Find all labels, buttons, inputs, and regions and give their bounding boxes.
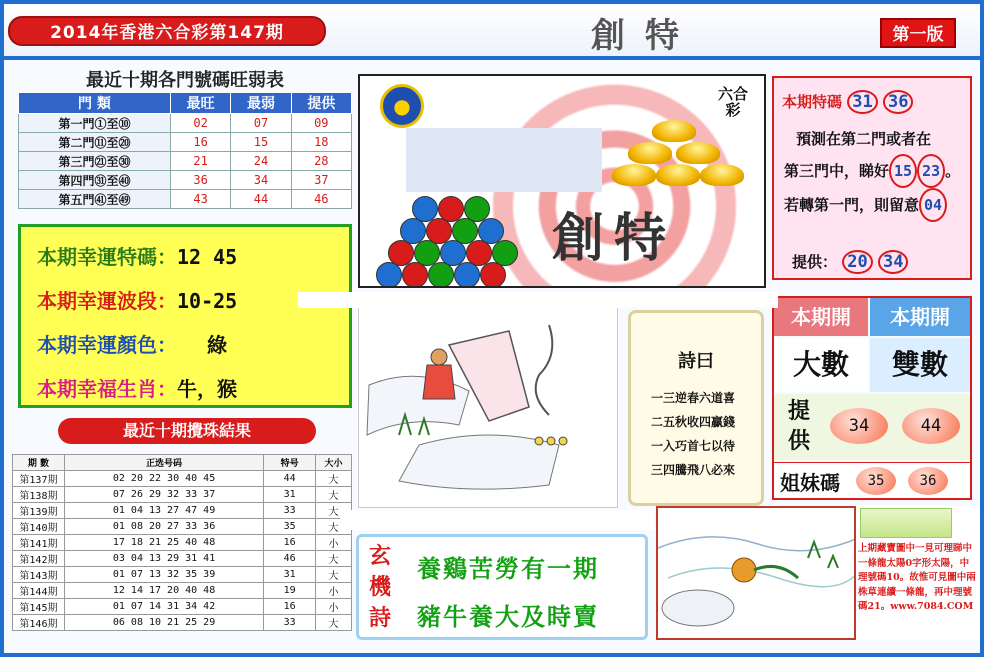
poem-scroll bbox=[628, 310, 764, 506]
lucky-box bbox=[18, 224, 352, 408]
poem-line: 一三逆春六道喜 bbox=[651, 391, 736, 405]
lucky-wave-label: 本期幸運波段： bbox=[37, 289, 177, 313]
prediction-text-span: 若轉第一門，則留意 bbox=[784, 196, 920, 214]
provided-row bbox=[792, 250, 908, 274]
results-table bbox=[12, 454, 352, 631]
offer-value: 18 bbox=[291, 133, 351, 152]
period-cell: 第144期 bbox=[13, 583, 65, 599]
mystery-label: 玄機詩 bbox=[369, 543, 392, 631]
numbers-cell: 01 04 13 27 47 49 bbox=[64, 503, 263, 519]
sister-number: 36 bbox=[908, 467, 948, 495]
lottery-ball-icon bbox=[480, 262, 506, 288]
lucky-wave-row bbox=[37, 285, 237, 314]
provided-label: 提供： bbox=[792, 253, 838, 271]
hot-value: 02 bbox=[170, 114, 230, 133]
cold-value: 15 bbox=[231, 133, 291, 152]
table-row bbox=[13, 551, 352, 567]
special-cell: 31 bbox=[264, 567, 316, 583]
provide-number: 34 bbox=[830, 408, 888, 444]
table-row bbox=[13, 567, 352, 583]
special-cell: 33 bbox=[264, 615, 316, 631]
lottery-ball-icon bbox=[402, 262, 428, 288]
table-row bbox=[19, 133, 352, 152]
blank-strip bbox=[340, 510, 654, 530]
size-cell: 大 bbox=[316, 551, 352, 567]
door-table-title: 最近十期各門號碼旺弱表 bbox=[86, 70, 284, 91]
size-cell: 小 bbox=[316, 535, 352, 551]
period-cell: 第139期 bbox=[13, 503, 65, 519]
period-cell: 第146期 bbox=[13, 615, 65, 631]
prediction-text-span: 第三門中，睇好 bbox=[784, 162, 890, 180]
poem-title: 詩曰 bbox=[678, 351, 714, 372]
table-row bbox=[13, 519, 352, 535]
gold-ingot-icon bbox=[700, 164, 744, 186]
lucky-wave-value: 10-25 bbox=[177, 289, 238, 313]
special-cell: 19 bbox=[264, 583, 316, 599]
special-cell: 33 bbox=[264, 503, 316, 519]
coin-logo-icon: ● bbox=[380, 84, 424, 128]
prediction-text-span: 。 bbox=[945, 162, 961, 180]
provide-number: 44 bbox=[902, 408, 960, 444]
lucky-zodiac-value: 牛，猴 bbox=[177, 377, 237, 401]
table-row bbox=[13, 583, 352, 599]
lucky-color-row bbox=[37, 329, 227, 358]
door-label: 第五門㊶至㊾ bbox=[19, 190, 171, 209]
period-cell: 第143期 bbox=[13, 567, 65, 583]
prediction-line bbox=[784, 188, 968, 222]
hot-value: 36 bbox=[170, 171, 230, 190]
hot-value: 16 bbox=[170, 133, 230, 152]
special-picture bbox=[358, 74, 766, 288]
table-row bbox=[13, 535, 352, 551]
note-text: 上期藏寶圖中一見可理睇中一條龍太陽0字形太陽，中理號碼10。故惟可見圖中兩株草連續一條龍，再中理號碼21。www.7084.COM bbox=[858, 543, 976, 612]
size-cell: 大 bbox=[316, 567, 352, 583]
size-cell: 大 bbox=[316, 519, 352, 535]
prediction-line: 預測在第二門或者在 bbox=[796, 130, 932, 148]
offer-value: 09 bbox=[291, 114, 351, 133]
special-number-row bbox=[782, 90, 913, 114]
sister-row bbox=[774, 462, 970, 498]
table-row bbox=[19, 171, 352, 190]
provided-number: 34 bbox=[878, 250, 908, 274]
gold-ingot-icon bbox=[612, 164, 656, 186]
numbers-cell: 17 18 21 25 40 48 bbox=[64, 535, 263, 551]
special-label: 本期特碼 bbox=[782, 93, 843, 111]
special-cell: 31 bbox=[264, 487, 316, 503]
numbers-cell: 01 07 13 32 35 39 bbox=[64, 567, 263, 583]
door-label: 第三門㉑至㉚ bbox=[19, 152, 171, 171]
header-divider bbox=[4, 56, 980, 60]
lottery-ball-icon bbox=[428, 262, 454, 288]
lucky-special-row bbox=[37, 241, 237, 270]
special-prediction-box bbox=[772, 76, 972, 280]
gold-ingot-icon bbox=[652, 120, 696, 142]
picture-title: 創特 bbox=[552, 208, 677, 269]
sister-label: 姐妹碼 bbox=[780, 471, 840, 495]
cartoon-illustration bbox=[359, 295, 618, 508]
even-number-label: 雙數 bbox=[870, 338, 970, 392]
numbers-cell: 01 07 14 31 34 42 bbox=[64, 599, 263, 615]
numbers-col-header: 正选号码 bbox=[64, 455, 263, 471]
period-cell: 第138期 bbox=[13, 487, 65, 503]
special-cell: 35 bbox=[264, 519, 316, 535]
poem-line: 一入巧首七以待 bbox=[651, 439, 736, 453]
mystery-poem-box bbox=[356, 534, 648, 640]
cold-value: 07 bbox=[231, 114, 291, 133]
size-col-header: 大小 bbox=[316, 455, 352, 471]
size-cell: 大 bbox=[316, 615, 352, 631]
hot-value: 21 bbox=[170, 152, 230, 171]
size-cell: 小 bbox=[316, 583, 352, 599]
cold-value: 34 bbox=[231, 171, 291, 190]
lottery-balls bbox=[360, 76, 500, 288]
offer-value: 37 bbox=[291, 171, 351, 190]
special-cell: 16 bbox=[264, 535, 316, 551]
sister-number: 35 bbox=[856, 467, 896, 495]
hot-col-header: 最旺 bbox=[170, 93, 230, 114]
table-row bbox=[19, 152, 352, 171]
prediction-number: 04 bbox=[919, 188, 947, 222]
door-label: 第一門①至⑩ bbox=[19, 114, 171, 133]
special-col-header: 特号 bbox=[264, 455, 316, 471]
dragon-illustration bbox=[658, 508, 856, 640]
period-col-header: 期 數 bbox=[13, 455, 65, 471]
dragon-picture bbox=[656, 506, 856, 640]
size-cell: 小 bbox=[316, 599, 352, 615]
edition-badge: 第一版 bbox=[880, 18, 956, 48]
offer-value: 28 bbox=[291, 152, 351, 171]
door-table bbox=[18, 92, 352, 209]
period-cell: 第142期 bbox=[13, 551, 65, 567]
numbers-cell: 02 20 22 30 40 45 bbox=[64, 471, 263, 487]
lucky-special-value: 12 45 bbox=[177, 245, 238, 269]
lucky-zodiac-label: 本期幸福生肖： bbox=[37, 377, 177, 401]
numbers-cell: 12 14 17 20 40 48 bbox=[64, 583, 263, 599]
period-cell: 第140期 bbox=[13, 519, 65, 535]
table-row bbox=[13, 599, 352, 615]
prediction-line bbox=[784, 154, 968, 188]
lottery-ball-icon bbox=[454, 262, 480, 288]
provided-number: 20 bbox=[842, 250, 872, 274]
lucky-special-label: 本期幸運特碼： bbox=[37, 245, 177, 269]
note-thumbnail bbox=[860, 508, 952, 538]
cold-value: 44 bbox=[231, 190, 291, 209]
table-row bbox=[13, 503, 352, 519]
mystery-line: 豬牛養大及時賣 bbox=[417, 602, 599, 631]
table-row bbox=[13, 615, 352, 631]
special-cell: 16 bbox=[264, 599, 316, 615]
provide-label: 提供 bbox=[788, 398, 811, 454]
table-row bbox=[13, 487, 352, 503]
gold-ingot-icon bbox=[676, 142, 720, 164]
blank-strip bbox=[298, 292, 778, 308]
special-cell: 44 bbox=[264, 471, 316, 487]
numbers-cell: 06 08 10 21 25 29 bbox=[64, 615, 263, 631]
open-label-right: 本期開 bbox=[870, 298, 970, 336]
size-cell: 大 bbox=[316, 503, 352, 519]
lucky-color-value: 綠 bbox=[207, 333, 227, 357]
table-row bbox=[19, 190, 352, 209]
period-cell: 第137期 bbox=[13, 471, 65, 487]
cold-value: 24 bbox=[231, 152, 291, 171]
size-cell: 大 bbox=[316, 487, 352, 503]
numbers-cell: 07 26 29 32 33 37 bbox=[64, 487, 263, 503]
table-row bbox=[19, 114, 352, 133]
brand-logo: 創特 bbox=[591, 16, 699, 56]
special-number: 36 bbox=[883, 90, 913, 114]
provide-row bbox=[774, 394, 970, 460]
door-col-header: 門 類 bbox=[19, 93, 171, 114]
big-number-label: 大數 bbox=[774, 338, 868, 392]
poem-line: 二五秋收四贏錢 bbox=[651, 415, 736, 429]
door-label: 第四門㉛至㊵ bbox=[19, 171, 171, 190]
picture-brand: 六合彩 bbox=[718, 85, 749, 119]
prediction-text bbox=[784, 124, 968, 222]
mystery-line: 養鷄苦勞有一期 bbox=[417, 554, 599, 583]
offer-value: 46 bbox=[291, 190, 351, 209]
gold-ingot-icon bbox=[656, 164, 700, 186]
prediction-number: 15 bbox=[889, 154, 917, 188]
results-title: 最近十期攪珠結果 bbox=[58, 418, 316, 444]
special-number: 31 bbox=[847, 90, 877, 114]
open-label-left: 本期開 bbox=[774, 298, 868, 336]
note-box bbox=[856, 506, 980, 640]
offer-col-header: 提供 bbox=[291, 93, 351, 114]
door-label: 第二門⑪至⑳ bbox=[19, 133, 171, 152]
period-cell: 第145期 bbox=[13, 599, 65, 615]
lucky-zodiac-row bbox=[37, 373, 237, 402]
prediction-number: 23 bbox=[917, 154, 945, 188]
size-cell: 大 bbox=[316, 471, 352, 487]
special-cell: 46 bbox=[264, 551, 316, 567]
gold-ingot-icon bbox=[628, 142, 672, 164]
issue-title: 2014年香港六合彩第147期 bbox=[8, 16, 326, 46]
lottery-ball-icon bbox=[376, 262, 402, 288]
numbers-cell: 03 04 13 29 31 41 bbox=[64, 551, 263, 567]
cartoon-picture bbox=[358, 294, 618, 508]
period-cell: 第141期 bbox=[13, 535, 65, 551]
numbers-cell: 01 08 20 27 33 36 bbox=[64, 519, 263, 535]
poem-line: 三四騰飛八必來 bbox=[651, 463, 736, 477]
table-row bbox=[13, 471, 352, 487]
hot-value: 43 bbox=[170, 190, 230, 209]
lucky-color-label: 本期幸運顏色： bbox=[37, 333, 177, 357]
cold-col-header: 最弱 bbox=[231, 93, 291, 114]
